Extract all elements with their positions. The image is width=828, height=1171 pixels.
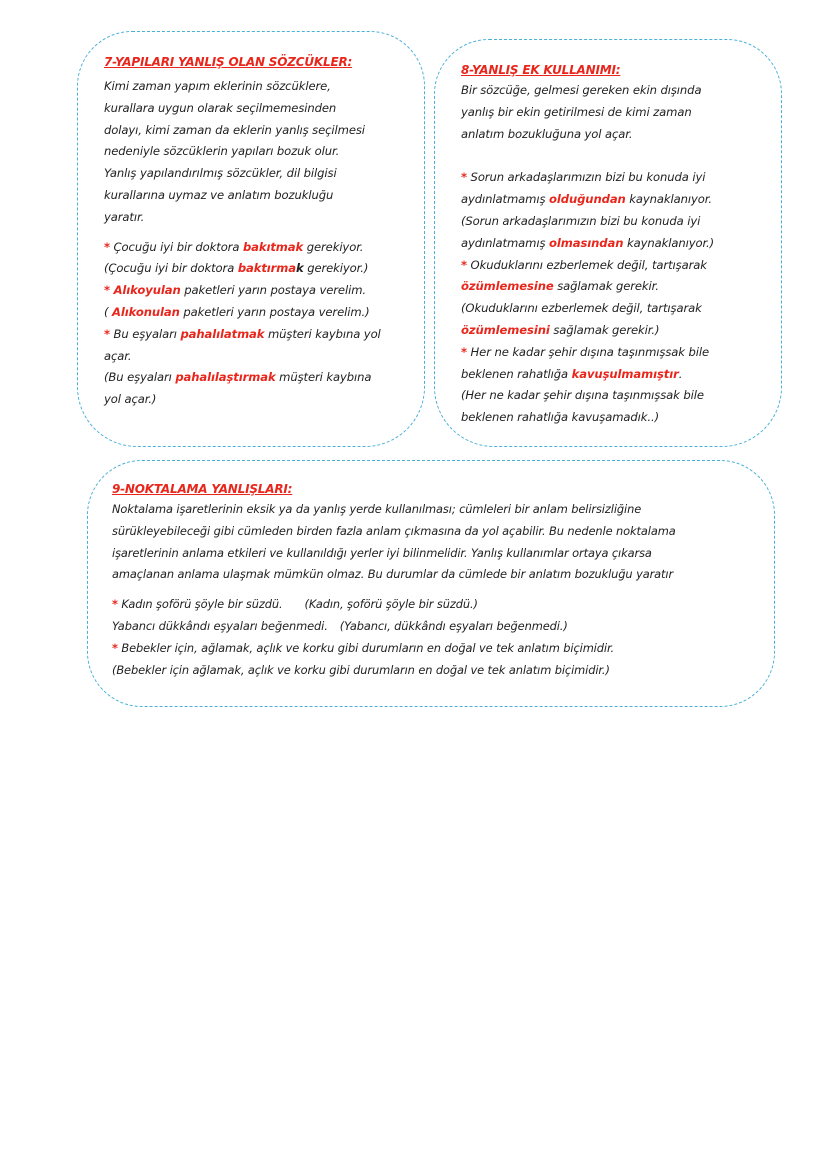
bullet-star-icon: * [461, 257, 467, 272]
wrong-word: özümlemesine [461, 279, 554, 294]
section-9-example-2: Yabancı dükkândı eşyaları beğenmedi. (Yabancı, dükkândı eşyaları beğenmedi.) [112, 618, 568, 633]
bullet-star-icon: * [461, 344, 467, 359]
section-8-example-2-fix: (Okuduklarını ezberlemek değil, tartışarak [461, 301, 702, 316]
section-8-example-3-fix: (Her ne kadar şehir dışına taşınmışsak bile [461, 388, 704, 403]
section-9-intro-line: işaretlerinin anlama etkileri ve kullanıldığı yerler iyi bilinmelidir. Yanlış kullanımlar ortaya çıkarsa [112, 545, 652, 560]
section-7-example-1-fix: (Çocuğu iyi bir doktora baktırmak gerekiyor.) [104, 261, 369, 276]
section-7-intro-line: kurallarına uymaz ve anlatım bozukluğu [104, 187, 334, 202]
section-7-intro-line: yaratır. [104, 209, 145, 224]
section-8-example-1-fix-b: aydınlatmamış olmasından kaynaklanıyor.) [461, 235, 715, 250]
section-7-example-2: * Alıkoyulan paketleri yarın postaya verelim. [104, 283, 366, 298]
correct-word: özümlemesini [461, 322, 550, 337]
section-7-example-2-fix: ( Alıkonulan paketleri yarın postaya verelim.) [104, 304, 370, 319]
section-8-example-2: * Okuduklarını ezberlemek değil, tartışarak [461, 257, 707, 272]
section-7-intro-line: Yanlış yapılandırılmış sözcükler, dil bilgisi [104, 166, 337, 181]
correct-word: pahalılaştırmak [175, 370, 276, 385]
bullet-star-icon: * [104, 326, 110, 341]
section-8-example-3-b: beklenen rahatlığa kavuşulmamıştır. [461, 366, 683, 381]
section-9-example-3-fix: (Bebekler için ağlamak, açlık ve korku gibi durumların en doğal ve tek anlatım biçimidir.) [112, 662, 610, 677]
wrong-word: bakıtmak [242, 239, 304, 254]
section-8-example-3: * Her ne kadar şehir dışına taşınmışsak bile [461, 344, 710, 359]
section-7-example-1: * Çocuğu iyi bir doktora bakıtmak gerekiyor. [104, 239, 364, 254]
section-7-example-3-fix-cont: yol açar.) [104, 392, 157, 407]
bullet-star-icon: * [104, 283, 110, 298]
section-7-example-3-fix: (Bu eşyaları pahalılaştırmak müşteri kaybına [104, 370, 372, 385]
correct-word: olmasından [549, 235, 624, 250]
correct-word: Alıkonulan [112, 304, 180, 319]
bullet-star-icon: * [112, 640, 118, 655]
section-7-example-3: * Bu eşyaları pahalılatmak müşteri kaybına yol [104, 326, 381, 341]
section-9-title: 9-NOKTALAMA YANLIŞLARI: [112, 482, 293, 496]
wrong-word: Alıkoyulan [113, 283, 181, 298]
section-9-intro-line: Noktalama işaretlerinin eksik ya da yanlış yerde kullanılması; cümleleri bir anlam belirsizliğine [112, 502, 642, 516]
section-8-intro-line: Bir sözcüğe, gelmesi gereken ekin dışında [461, 83, 702, 97]
correct-word: baktırma [237, 261, 296, 276]
section-7-intro-line: kurallara uygun olarak seçilmemesinden [104, 100, 337, 115]
section-7-intro-line: nedeniyle sözcüklerin yapıları bozuk olur. [104, 144, 340, 159]
section-8-example-2-fix-b: özümlemesini sağlamak gerekir.) [461, 322, 660, 337]
section-7-title: 7-YAPILARI YANLIŞ OLAN SÖZCÜKLER: [104, 55, 353, 69]
wrong-word: olduğundan [549, 192, 626, 207]
section-9-example-1: * Kadın şoförü şöyle bir süzdü. (Kadın, şoförü şöyle bir süzdü.) [112, 597, 478, 612]
section-8-intro-line: yanlış bir ekin getirilmesi de kimi zaman [461, 104, 692, 119]
wrong-word: kavuşulmamıştır [571, 366, 679, 381]
section-9-example-3: * Bebekler için, ağlamak, açlık ve korku gibi durumların en doğal ve tek anlatım biçimidir. [112, 640, 615, 655]
section-8-intro-line: anlatım bozukluğuna yol açar. [461, 126, 633, 141]
bullet-star-icon: * [104, 239, 110, 254]
section-8-example-1-b: aydınlatmamış olduğundan kaynaklanıyor. [461, 192, 712, 207]
section-8-box [434, 39, 782, 447]
section-8-example-1-fix: (Sorun arkadaşlarımızın bizi bu konuda iyi [461, 213, 701, 228]
section-7-intro-line: dolayı, kimi zaman da eklerin yanlış seçilmesi [104, 122, 365, 137]
section-8-example-3-fix-b: beklenen rahatlığa kavuşamadık..) [461, 410, 659, 425]
section-7-box [77, 31, 425, 447]
section-9-intro-line: amaçlanan anlama ulaşmak mümkün olmaz. Bu durumlar da cümlede bir anlatım bozukluğu yaratır [112, 567, 674, 582]
section-7-intro-line: Kimi zaman yapım eklerinin sözcüklere, [104, 79, 331, 93]
section-9-box [87, 460, 775, 707]
wrong-word: pahalılatmak [180, 326, 265, 341]
section-8-example-1: * Sorun arkadaşlarımızın bizi bu konuda iyi [461, 170, 706, 185]
bullet-star-icon: * [112, 597, 118, 612]
section-8-title: 8-YANLIŞ EK KULLANIMI: [461, 63, 621, 77]
section-8-example-2-b: özümlemesine sağlamak gerekir. [461, 279, 659, 294]
bullet-star-icon: * [461, 170, 467, 185]
section-7-example-3-cont: açar. [104, 348, 132, 363]
section-9-intro-line: sürükleyebileceği gibi cümleden birden fazla anlam çıkmasına da yol açabilir. Bu nedenle noktalama [112, 523, 676, 538]
